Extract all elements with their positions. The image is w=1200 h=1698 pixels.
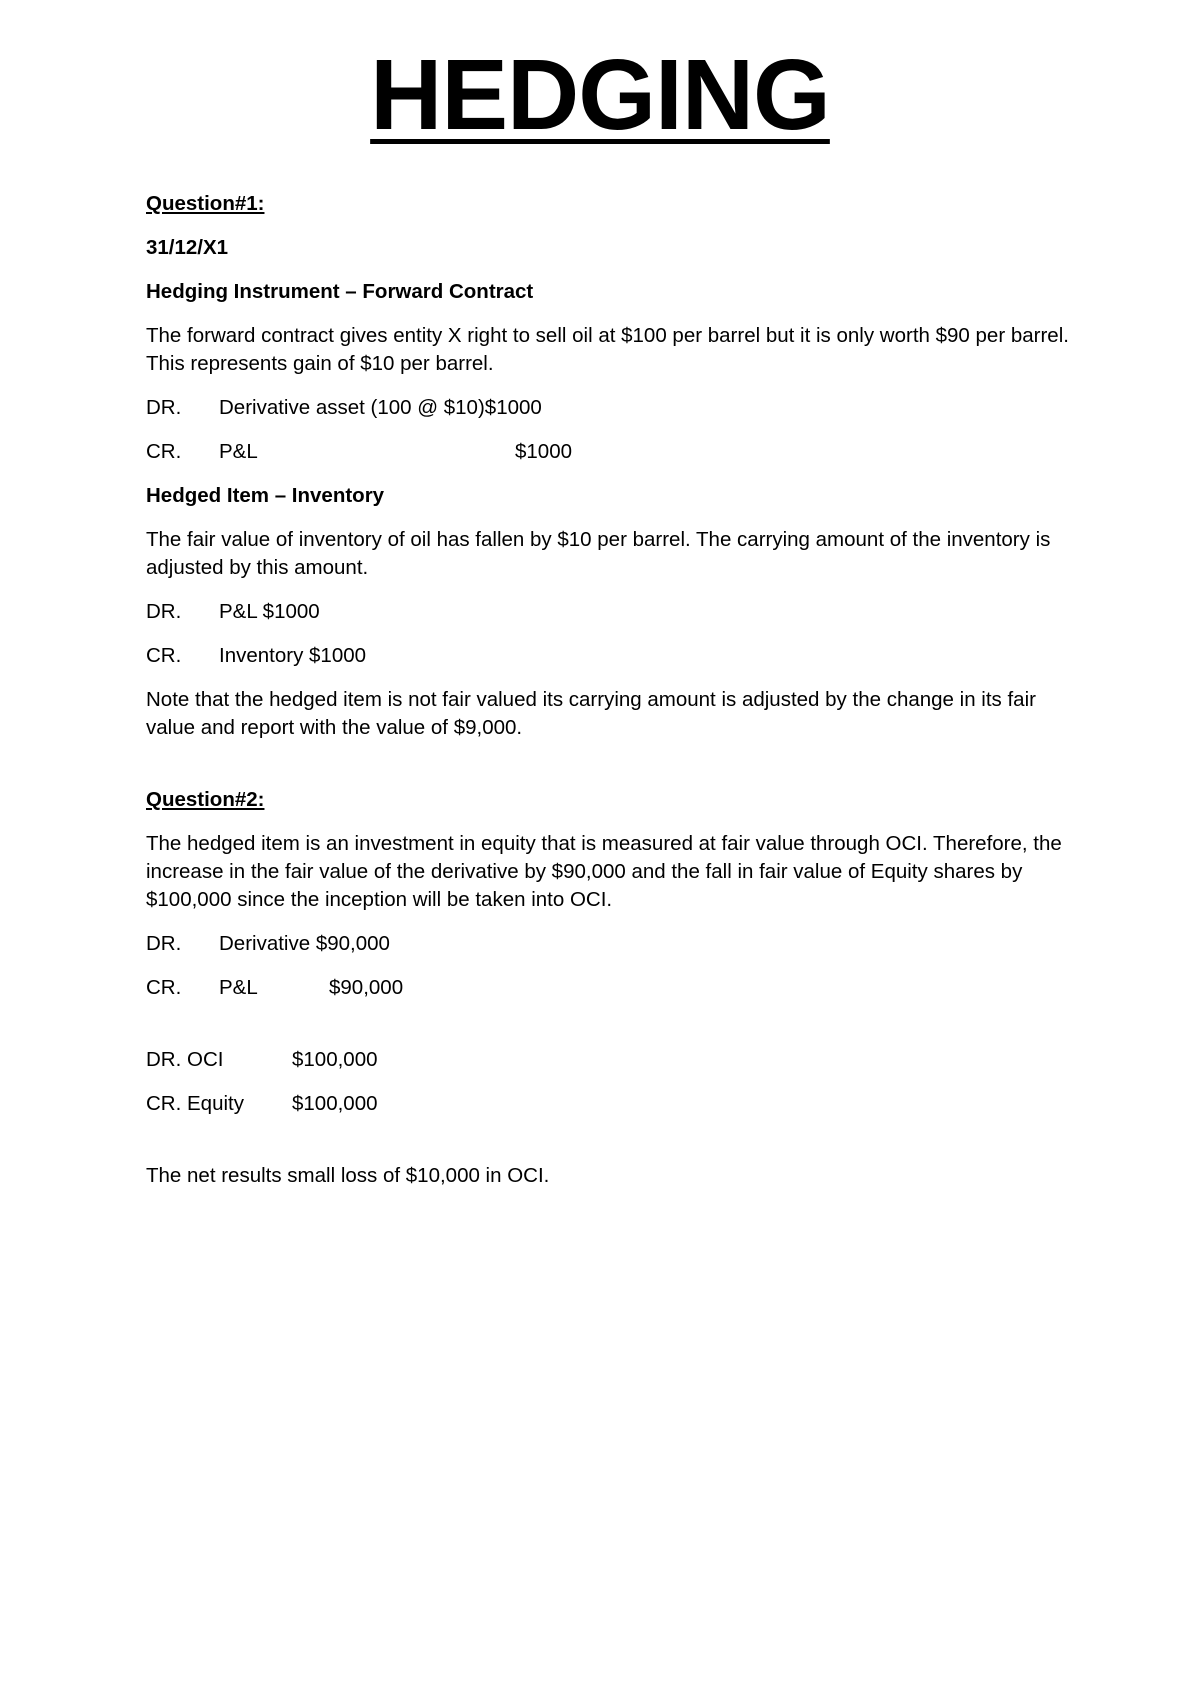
journal-entry-credit bbox=[146, 642, 1076, 670]
entry-label: DR. OCI bbox=[146, 1048, 224, 1071]
spacer bbox=[146, 1134, 1076, 1162]
journal-entry-debit bbox=[146, 1046, 1076, 1074]
question-1-date: 31/12/X1 bbox=[146, 236, 229, 259]
journal-entry-credit bbox=[146, 974, 1076, 1002]
entry-account: P&L bbox=[219, 976, 258, 999]
question-1-note: Note that the hedged item is not fair valued its carrying amount is adjusted by the change in its fair value and report with the value of $9,000. bbox=[146, 688, 1036, 739]
entry-account: Derivative asset (100 @ $10) bbox=[219, 396, 485, 419]
journal-entry-debit bbox=[146, 394, 1076, 422]
hedged-item-heading: Hedged Item – Inventory bbox=[146, 484, 385, 507]
entry-label: DR. bbox=[146, 932, 182, 955]
journal-entry-debit bbox=[146, 930, 1076, 958]
entry-label: DR. bbox=[146, 600, 182, 623]
entry-text: P&L $1000 bbox=[219, 600, 320, 623]
question-2-conclusion: The net results small loss of $10,000 in OCI. bbox=[146, 1164, 550, 1187]
entry-account: P&L bbox=[219, 440, 258, 463]
document-body bbox=[146, 190, 1076, 1206]
entry-amount: $90,000 bbox=[329, 976, 404, 999]
journal-entry-credit bbox=[146, 1090, 1076, 1118]
spacer bbox=[146, 758, 1076, 786]
entry-label: CR. bbox=[146, 644, 182, 667]
entry-label: DR. bbox=[146, 396, 182, 419]
hedged-item-text: The fair value of inventory of oil has fallen by $10 per barrel. The carrying amount of the inventory is adjusted by this amount. bbox=[146, 528, 1051, 579]
hedging-instrument-text: The forward contract gives entity X right to sell oil at $100 per barrel but it is only worth $90 per barrel. This represents gain of $10 per barrel. bbox=[146, 324, 1069, 375]
page-title: HEDGING bbox=[370, 39, 830, 151]
entry-amount: $1000 bbox=[484, 396, 542, 419]
journal-entry-credit bbox=[146, 438, 1076, 466]
entry-amount: $1000 bbox=[515, 440, 573, 463]
entry-label: CR. bbox=[146, 440, 182, 463]
entry-amount: $100,000 bbox=[292, 1092, 378, 1115]
question-2-text: The hedged item is an investment in equity that is measured at fair value through OCI. Therefore, the increase in the fair value of the derivative by $90,000 and the fall in fair value of Equity shares by $100,000 since the inception will be taken into OCI. bbox=[146, 832, 1062, 911]
entry-amount: $100,000 bbox=[292, 1048, 378, 1071]
hedging-instrument-heading: Hedging Instrument – Forward Contract bbox=[146, 280, 534, 303]
entry-label: CR. bbox=[146, 976, 182, 999]
entry-label: CR. Equity bbox=[146, 1092, 244, 1115]
entry-text: Derivative $90,000 bbox=[219, 932, 390, 955]
journal-entry-debit bbox=[146, 598, 1076, 626]
question-2-heading: Question#2: bbox=[146, 788, 265, 811]
question-1-heading: Question#1: bbox=[146, 192, 265, 215]
entry-text: Inventory $1000 bbox=[219, 644, 367, 667]
spacer bbox=[146, 1018, 1076, 1046]
